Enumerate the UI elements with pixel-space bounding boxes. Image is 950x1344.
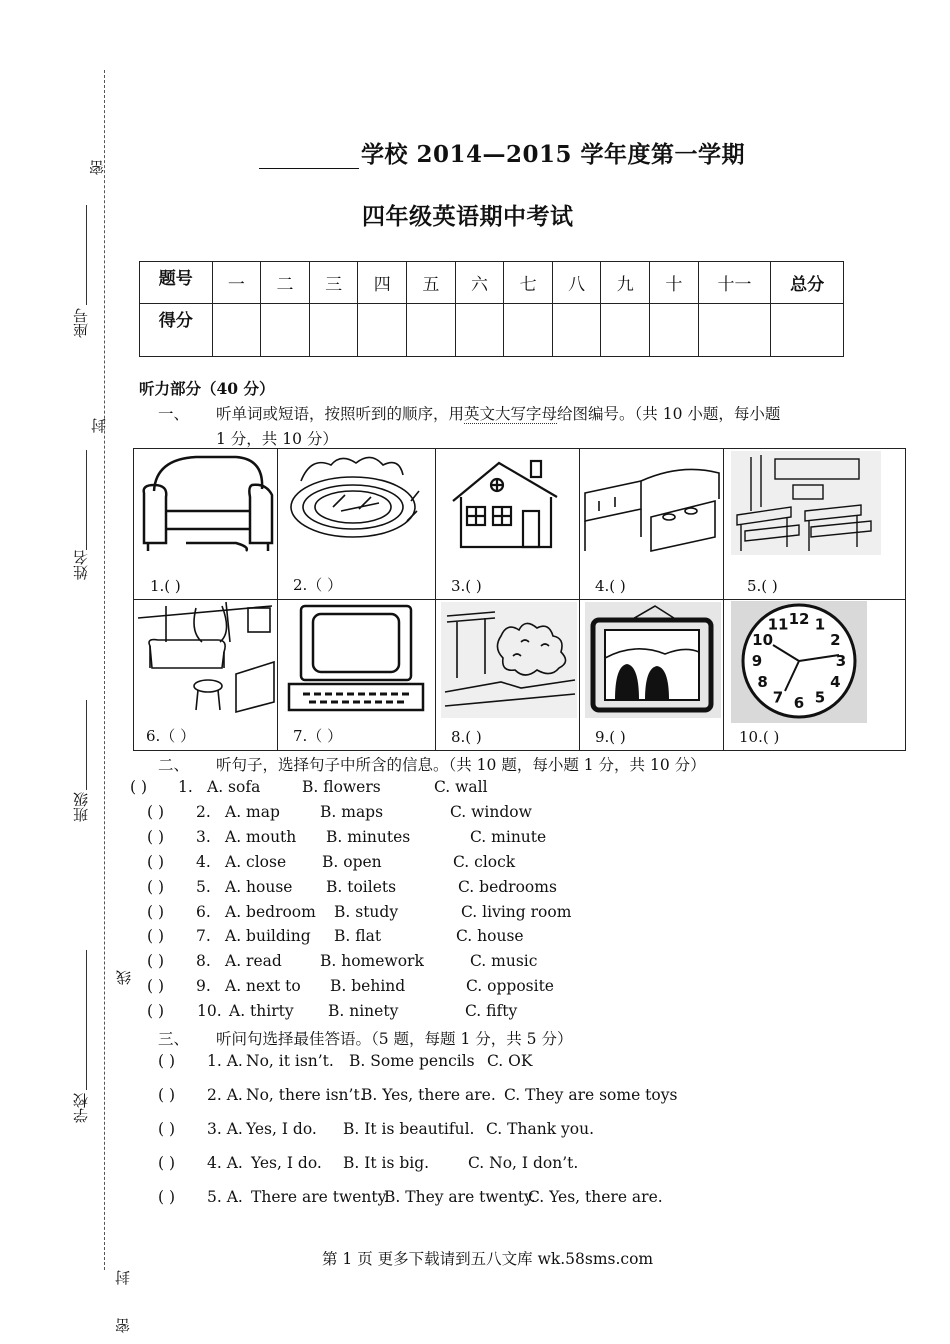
question-number: 2. — [196, 802, 211, 821]
listening-heading: 听力部分（40 分） — [139, 379, 275, 398]
score-cell[interactable] — [407, 304, 456, 357]
question-number: 5. — [196, 877, 211, 896]
answer-option-b: B. flowers — [302, 778, 381, 796]
side-label-name: 姓名 — [72, 550, 90, 580]
question-number: 4. A. — [207, 1154, 243, 1172]
garden-picture — [441, 602, 577, 718]
question-number: 7. — [196, 927, 211, 946]
score-col-4: 四 — [358, 262, 407, 304]
answer-option-b: B. flat — [334, 927, 382, 946]
part3-instruction: 听问句选择最佳答语。（5 题，每题 1 分，共 5 分） — [216, 1030, 573, 1048]
question-number: 5. A. — [207, 1188, 243, 1206]
picture-label-3: 3.( ) — [451, 577, 482, 595]
answer-option-c: C. fifty — [465, 1002, 518, 1021]
score-col-6: 六 — [455, 262, 504, 304]
part2-number: 二、 — [158, 756, 190, 774]
answer-option-b: B. toilets — [326, 877, 397, 896]
answer-blank[interactable]: ( ) — [147, 1002, 165, 1021]
picture-label-10: 10.( ) — [739, 728, 780, 746]
answer-option-b: B. Some pencils — [349, 1052, 475, 1070]
score-col-7: 七 — [504, 262, 553, 304]
clock-number: 6 — [793, 694, 805, 712]
answer-option-b: B. Yes, there are. — [361, 1086, 496, 1104]
answer-option-a: A. building — [225, 927, 311, 946]
answer-option-b: B. ninety — [328, 1002, 399, 1021]
question-number: 9. — [196, 977, 211, 996]
clock-number: 1 — [814, 615, 826, 634]
answer-blank[interactable]: ( ) — [158, 1086, 176, 1104]
side-label-feng-bottom: 封 — [114, 1270, 132, 1285]
question-number: 10. — [197, 1002, 222, 1021]
answer-option-a: Yes, I do. — [246, 1120, 317, 1138]
score-cell[interactable] — [261, 304, 310, 357]
score-col-total: 总分 — [771, 262, 844, 304]
answer-option-b: B. minutes — [326, 827, 411, 846]
answer-blank[interactable]: ( ) — [147, 802, 165, 821]
school-line — [86, 950, 87, 1090]
answer-option-c: C. wall — [434, 778, 488, 796]
side-label-school: 学校 — [72, 1093, 90, 1123]
binding-dashed-line — [104, 70, 105, 1270]
score-col-10: 十 — [650, 262, 699, 304]
picture-cell-5 — [723, 449, 905, 599]
score-table-score-label: 得分 — [140, 304, 213, 357]
clock-picture — [731, 601, 867, 723]
answer-option-c: C. living room — [461, 902, 572, 921]
picture-cell-3 — [435, 449, 580, 599]
answer-option-c: C. clock — [453, 852, 516, 871]
picture-cell-7 — [277, 600, 436, 750]
answer-blank[interactable]: ( ) — [147, 827, 165, 846]
score-col-8: 八 — [552, 262, 601, 304]
answer-option-a: There are twenty. — [251, 1188, 390, 1206]
score-cell[interactable] — [552, 304, 601, 357]
answer-blank[interactable]: ( ) — [147, 852, 165, 871]
answer-option-a: A. bedroom — [225, 902, 316, 921]
question-number: 2. A. — [207, 1086, 243, 1104]
exam-title-line1: 学校 2014—2015 学年度第一学期 — [259, 136, 745, 169]
picture-label-6: 6.（ ） — [146, 727, 196, 745]
answer-option-b: B. open — [322, 852, 382, 871]
question-number: 8. — [196, 952, 211, 971]
answer-option-c: C. house — [456, 927, 524, 946]
picture-label-4: 4.( ) — [595, 577, 626, 595]
question-number: 6. — [196, 902, 211, 921]
answer-blank[interactable]: ( ) — [147, 977, 165, 996]
score-col-11: 十一 — [698, 262, 771, 304]
clock-number: 12 — [788, 610, 810, 628]
score-cell[interactable] — [601, 304, 650, 357]
answer-option-b: B. maps — [320, 802, 384, 821]
page-footer: 第 1 页 更多下载请到五八文库 wk.58sms.com — [322, 1250, 654, 1268]
answer-option-a: Yes, I do. — [251, 1154, 322, 1172]
kitchen-picture — [581, 455, 721, 555]
score-cell[interactable] — [455, 304, 504, 357]
answer-option-c: C. window — [450, 802, 532, 821]
answer-option-b: B. study — [334, 902, 399, 921]
picture-cell-2 — [277, 449, 436, 599]
answer-option-b: B. They are twenty. — [384, 1188, 536, 1206]
side-label-class: 班级 — [72, 792, 90, 822]
computer-picture — [281, 602, 429, 718]
answer-blank[interactable]: ( ) — [130, 778, 148, 796]
answer-blank[interactable]: ( ) — [158, 1154, 176, 1172]
clock-number: 5 — [814, 688, 826, 707]
answer-option-a: A. close — [225, 852, 287, 871]
question-number: 1. A. — [207, 1052, 243, 1070]
answer-option-c: C. opposite — [466, 977, 554, 996]
picture-cell-9 — [579, 600, 724, 750]
classroom-picture — [731, 451, 881, 555]
answer-option-b: B. homework — [320, 952, 424, 971]
clock-number: 9 — [751, 652, 763, 670]
part1-instruction: 听单词或短语，按照听到的顺序，用英文大写字母给图编号。（共 10 小题，每小题 — [216, 405, 781, 423]
answer-blank[interactable]: ( ) — [147, 952, 165, 971]
side-label-xian: 线 — [115, 970, 133, 985]
question-number: 1. — [178, 778, 193, 796]
answer-option-c: C. bedrooms — [458, 877, 557, 896]
answer-option-a: A. mouth — [225, 827, 297, 846]
answer-option-a: A. next to — [225, 977, 301, 996]
score-col-5: 五 — [407, 262, 456, 304]
answer-option-a: No, there isn’t. — [246, 1086, 365, 1104]
answer-option-c: C. minute — [470, 827, 547, 846]
picture-cell-8 — [435, 600, 580, 750]
picture-cell-1 — [134, 449, 278, 599]
answer-option-a: A. house — [225, 877, 293, 896]
part2-instruction: 听句子，选择句子中所含的信息。（共 10 题，每小题 1 分，共 10 分） — [216, 756, 706, 774]
house-picture — [447, 457, 567, 557]
score-table — [139, 261, 844, 357]
picture-cell-10 — [723, 600, 905, 750]
picture-cell-6 — [134, 600, 278, 750]
question-number: 4. — [196, 852, 211, 871]
answer-blank[interactable]: ( ) — [158, 1188, 176, 1206]
question-number: 3. A. — [207, 1120, 243, 1138]
score-cell[interactable] — [309, 304, 358, 357]
answer-option-a: A. sofa — [207, 778, 261, 796]
answer-option-c: C. No, I don’t. — [468, 1154, 579, 1172]
class-line — [86, 700, 87, 790]
score-cell[interactable] — [358, 304, 407, 357]
side-label-feng-top: 封 — [90, 418, 108, 433]
answer-option-b: B. behind — [330, 977, 406, 996]
answer-option-a: No, it isn’t. — [246, 1052, 334, 1070]
score-col-9: 九 — [601, 262, 650, 304]
picture-cell-4 — [579, 449, 724, 599]
clock-number: 11 — [767, 615, 789, 634]
answer-option-c: C. music — [470, 952, 538, 971]
clock-number: 3 — [835, 652, 847, 670]
score-col-3: 三 — [309, 262, 358, 304]
answer-option-a: A. read — [225, 952, 282, 971]
score-col-1: 一 — [212, 262, 261, 304]
score-cell[interactable] — [650, 304, 699, 357]
answer-blank[interactable]: ( ) — [147, 902, 165, 921]
side-label-mi-bottom: 密 — [114, 1318, 132, 1333]
answer-blank[interactable]: ( ) — [158, 1120, 176, 1138]
answer-option-b: B. It is beautiful. — [343, 1120, 475, 1138]
part1-number: 一、 — [158, 405, 190, 423]
score-table-header-label: 题号 — [140, 262, 213, 304]
answer-option-b: B. It is big. — [343, 1154, 430, 1172]
clock-number: 10 — [752, 631, 774, 649]
clock-number: 8 — [757, 673, 768, 691]
score-cell[interactable] — [504, 304, 553, 357]
answer-blank[interactable]: ( ) — [147, 927, 165, 946]
side-label-seat: 座号 — [72, 308, 90, 338]
score-cell[interactable] — [212, 304, 261, 357]
answer-option-c: C. Thank you. — [486, 1120, 595, 1138]
side-label-mi-top: 密 — [88, 160, 106, 175]
score-col-2: 二 — [261, 262, 310, 304]
picture-label-1: 1.( ) — [150, 577, 181, 595]
school-name-blank — [259, 148, 359, 169]
part3-number: 三、 — [158, 1030, 190, 1048]
question-number: 3. — [196, 827, 211, 846]
clock-number: 7 — [772, 688, 784, 707]
score-cell[interactable] — [698, 304, 771, 357]
painting-picture — [585, 602, 721, 718]
picture-label-7: 7.（ ） — [293, 727, 343, 745]
answer-option-a: A. map — [225, 802, 280, 821]
score-cell[interactable] — [771, 304, 844, 357]
clock-number: 4 — [830, 673, 841, 691]
picture-label-5: 5.( ) — [747, 577, 778, 595]
answer-blank[interactable]: ( ) — [147, 877, 165, 896]
picture-label-9: 9.( ) — [595, 728, 626, 746]
park-picture — [281, 451, 431, 561]
answer-option-c: C. Yes, there are. — [528, 1188, 663, 1206]
clock-number: 2 — [830, 631, 841, 649]
exam-title-line2: 四年级英语期中考试 — [362, 203, 574, 230]
answer-option-c: C. They are some toys — [504, 1086, 678, 1104]
answer-option-c: C. OK — [487, 1052, 533, 1070]
living-room-picture — [136, 602, 276, 714]
sofa-picture — [136, 451, 276, 561]
picture-label-8: 8.( ) — [451, 728, 482, 746]
answer-option-a: A. thirty — [229, 1002, 294, 1021]
seat-line — [86, 205, 87, 305]
picture-label-2: 2.（ ） — [293, 576, 343, 594]
part1-instruction-cont: 1 分，共 10 分） — [216, 430, 338, 448]
answer-blank[interactable]: ( ) — [158, 1052, 176, 1070]
picture-grid — [133, 448, 906, 751]
name-line — [86, 450, 87, 550]
